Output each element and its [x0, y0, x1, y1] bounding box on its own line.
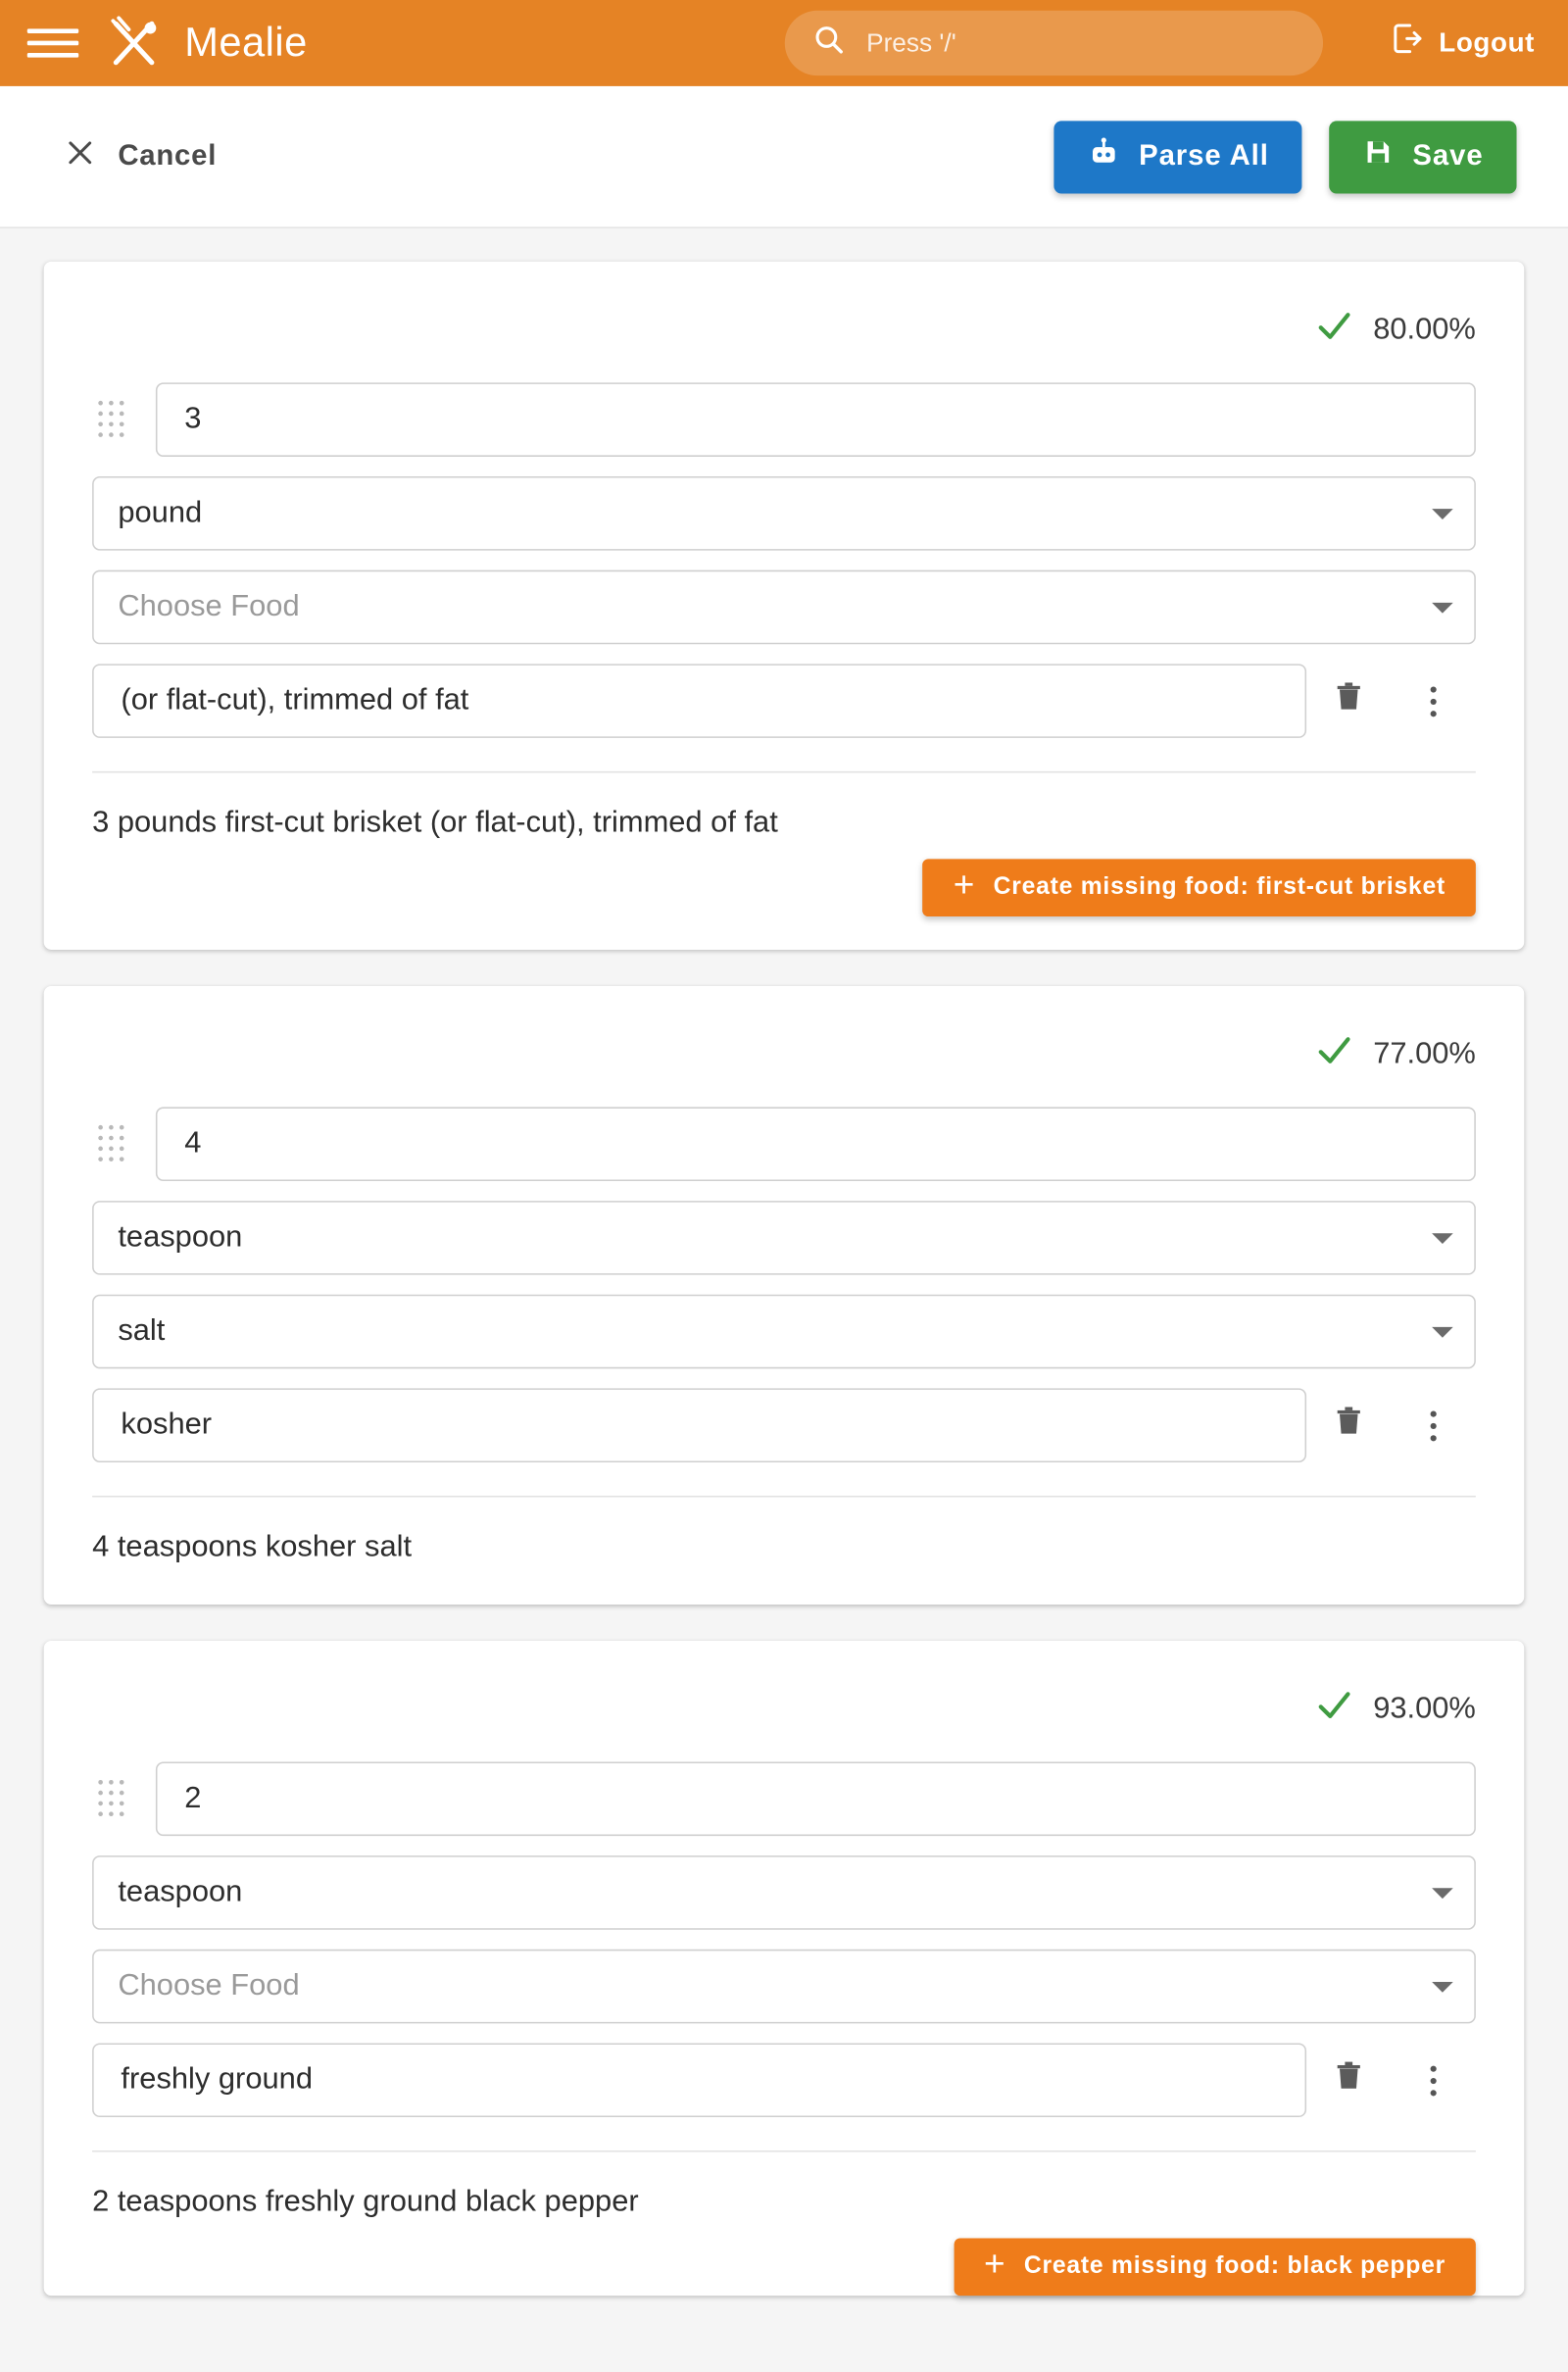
robot-icon — [1088, 135, 1121, 177]
unit-value: teaspoon — [118, 1220, 243, 1255]
note-row — [92, 1388, 1476, 1462]
original-text: 4 teaspoons kosher salt — [92, 1530, 413, 1564]
ingredient-more-button[interactable] — [1391, 664, 1475, 738]
food-value: Choose Food — [118, 1968, 300, 2002]
note-field[interactable] — [92, 2043, 1306, 2117]
confidence-row — [92, 1683, 1476, 1734]
quantity-field[interactable] — [156, 382, 1476, 457]
unit-select[interactable] — [92, 476, 1476, 551]
save-label: Save — [1412, 139, 1484, 173]
delete-ingredient-button[interactable] — [1306, 664, 1391, 738]
ingredient-card — [44, 986, 1524, 1605]
cancel-button[interactable] — [64, 135, 217, 177]
create-missing-row — [92, 859, 1476, 916]
confidence-row — [92, 304, 1476, 355]
confidence-value: 80.00% — [1373, 312, 1476, 346]
food-select[interactable] — [92, 1950, 1476, 2024]
confidence-value: 77.00% — [1373, 1036, 1476, 1070]
original-text: 3 pounds first-cut brisket (or flat-cut), trimmed of fat — [92, 806, 778, 840]
trash-icon — [1331, 2058, 1367, 2102]
note-input[interactable] — [118, 682, 1280, 720]
plus-icon: + — [983, 2244, 1006, 2286]
drag-handle-icon[interactable] — [98, 1779, 131, 1818]
quantity-field[interactable] — [156, 1761, 1476, 1836]
note-row — [92, 664, 1476, 738]
logout-label: Logout — [1439, 26, 1536, 57]
delete-ingredient-button[interactable] — [1306, 1388, 1391, 1462]
ingredient-card — [44, 262, 1524, 950]
app-bar — [0, 0, 1568, 86]
parse-all-label: Parse All — [1139, 139, 1269, 173]
brand[interactable] — [106, 15, 308, 73]
fork-knife-logo-icon — [106, 15, 164, 73]
chevron-down-icon — [1432, 1232, 1453, 1243]
search-bar[interactable] — [785, 11, 1323, 75]
chevron-down-icon — [1432, 1981, 1453, 1992]
confidence-row — [92, 1028, 1476, 1079]
save-button[interactable] — [1330, 121, 1517, 193]
create-missing-food-label: Create missing food: first-cut brisket — [993, 873, 1446, 901]
editor-action-bar — [0, 86, 1568, 228]
quantity-row — [92, 1761, 1476, 1836]
create-missing-food-button[interactable] — [923, 859, 1476, 916]
logout-button[interactable] — [1389, 22, 1535, 64]
ingredient-more-button[interactable] — [1391, 1388, 1475, 1462]
logout-icon — [1389, 22, 1423, 64]
save-disk-icon — [1362, 136, 1394, 177]
ingredient-list — [0, 228, 1568, 2296]
create-missing-food-button[interactable] — [954, 2238, 1476, 2296]
ingredient-card — [44, 1641, 1524, 2296]
search-icon — [812, 23, 846, 64]
create-missing-row — [92, 2238, 1476, 2296]
more-vertical-icon — [1431, 2065, 1437, 2096]
chevron-down-icon — [1432, 602, 1453, 613]
confidence-value: 93.00% — [1373, 1691, 1476, 1725]
check-icon — [1314, 1030, 1355, 1078]
quantity-row — [92, 1107, 1476, 1181]
check-icon — [1314, 1685, 1355, 1733]
close-icon — [64, 135, 97, 177]
parse-all-button[interactable] — [1054, 121, 1302, 193]
delete-ingredient-button[interactable] — [1306, 2043, 1391, 2117]
note-row — [92, 2043, 1476, 2117]
food-select[interactable] — [92, 1295, 1476, 1369]
unit-select[interactable] — [92, 1201, 1476, 1275]
note-input[interactable] — [118, 1407, 1280, 1445]
chevron-down-icon — [1432, 508, 1453, 519]
quantity-field[interactable] — [156, 1107, 1476, 1181]
more-vertical-icon — [1431, 1410, 1437, 1441]
quantity-input[interactable] — [181, 401, 1449, 439]
quantity-input[interactable] — [181, 1125, 1449, 1163]
food-select[interactable] — [92, 570, 1476, 645]
food-value: Choose Food — [118, 589, 300, 623]
unit-value: pound — [118, 496, 203, 530]
unit-select[interactable] — [92, 1855, 1476, 1930]
hamburger-menu-icon[interactable] — [27, 18, 78, 69]
trash-icon — [1331, 1404, 1367, 1448]
note-field[interactable] — [92, 664, 1306, 738]
note-input[interactable] — [118, 2061, 1280, 2100]
app-title: Mealie — [184, 20, 308, 66]
more-vertical-icon — [1431, 686, 1437, 717]
chevron-down-icon — [1432, 1888, 1453, 1899]
ingredient-more-button[interactable] — [1391, 2043, 1475, 2117]
trash-icon — [1331, 679, 1367, 723]
drag-handle-icon[interactable] — [98, 1124, 131, 1163]
unit-value: teaspoon — [118, 1875, 243, 1909]
quantity-row — [92, 382, 1476, 457]
search-input[interactable] — [863, 26, 1296, 60]
check-icon — [1314, 306, 1355, 354]
drag-handle-icon[interactable] — [98, 400, 131, 439]
create-missing-food-label: Create missing food: black pepper — [1023, 2252, 1446, 2280]
plus-icon: + — [953, 865, 976, 907]
note-field[interactable] — [92, 1388, 1306, 1462]
cancel-label: Cancel — [118, 139, 218, 173]
quantity-input[interactable] — [181, 1780, 1449, 1818]
food-value: salt — [118, 1313, 166, 1348]
original-text: 2 teaspoons freshly ground black pepper — [92, 2185, 639, 2219]
chevron-down-icon — [1432, 1326, 1453, 1337]
